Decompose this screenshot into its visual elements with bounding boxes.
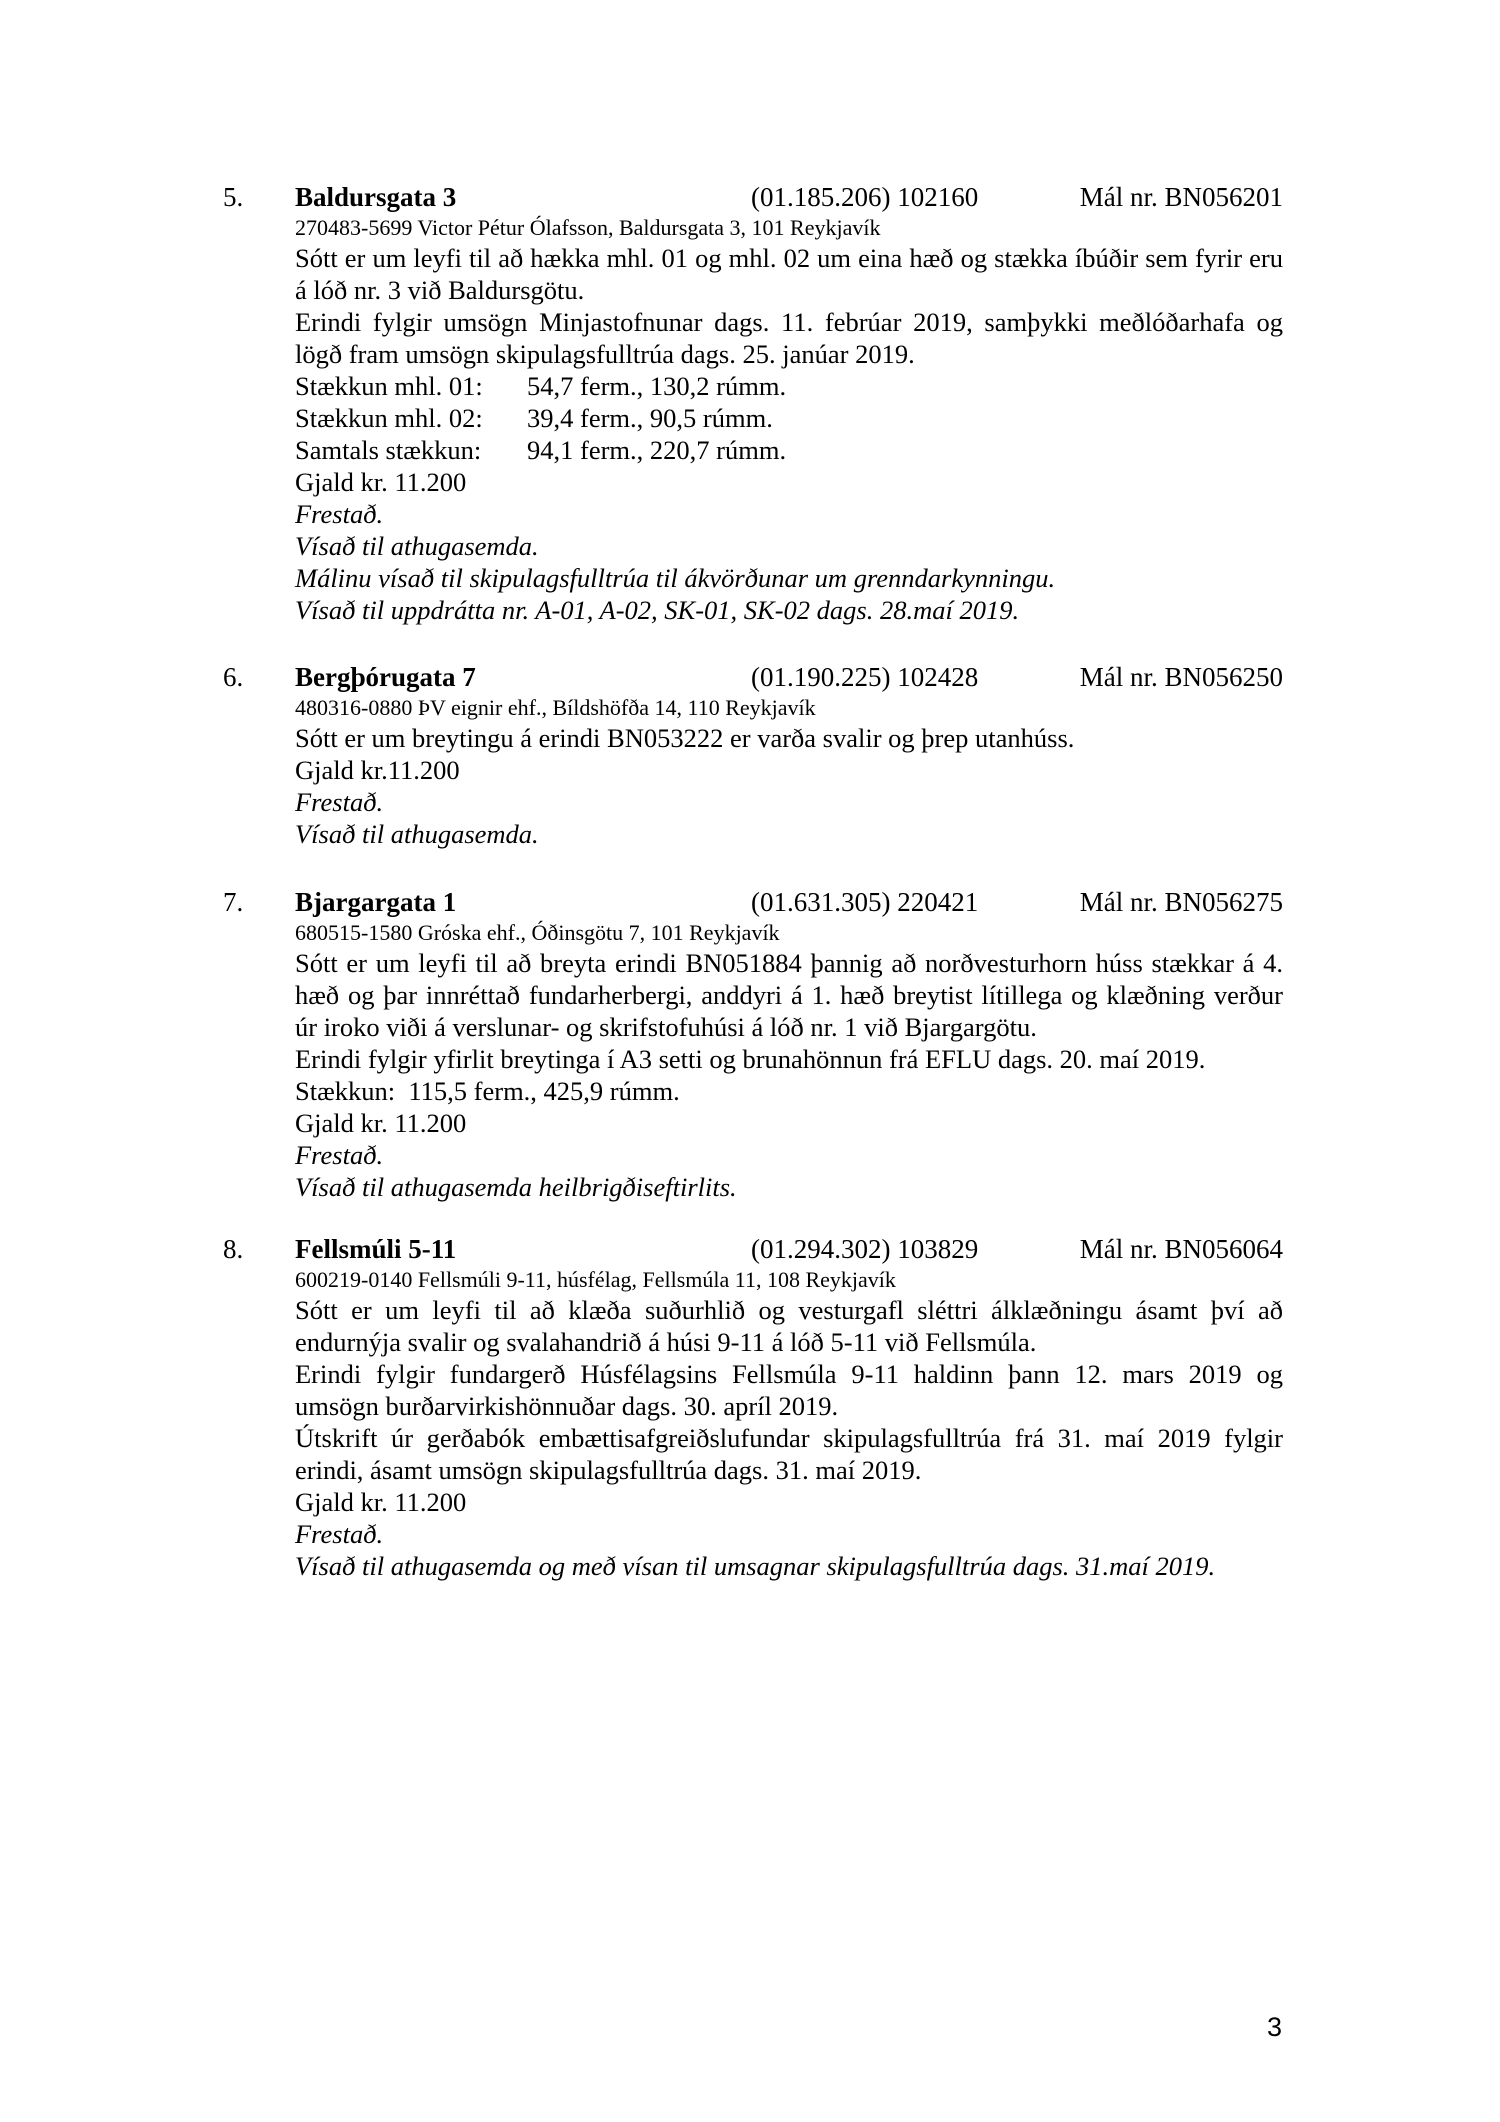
- case-decision: Frestað.: [295, 1140, 384, 1170]
- case-applicant: 480316-0880 ÞV eignir ehf., Bíldshöfða 14, 110 Reykjavík: [295, 695, 816, 720]
- measure-label: Samtals stækkun:: [295, 435, 482, 465]
- case-file-number: Mál nr. BN056275: [1079, 887, 1283, 917]
- case-title: Baldursgata 3: [295, 182, 457, 212]
- case-fee: Gjald kr. 11.200: [295, 467, 467, 497]
- case-file-number: Mál nr. BN056250: [1079, 662, 1283, 692]
- case-decision: Vísað til athugasemda og með vísan til umsagnar skipulagsfulltrúa dags. 31.maí 2019.: [295, 1551, 1216, 1581]
- case-decision: Vísað til athugasemda heilbrigðiseftirlits.: [295, 1172, 737, 1202]
- case-item: [223, 885, 1283, 1203]
- case-header: [223, 180, 1283, 214]
- case-body: [295, 1266, 1283, 1582]
- case-item: [223, 180, 1283, 626]
- measure-value: 39,4 ferm., 90,5 rúmm.: [527, 403, 773, 433]
- case-item: [223, 1232, 1283, 1582]
- case-title: Bergþórugata 7: [295, 662, 476, 692]
- case-paragraph: Útskrift úr gerðabók embættisafgreiðslufundar skipulagsfulltrúa frá 31. maí 2019 fylgir erindi, ásamt umsögn skipulagsfulltrúa dags. 31. maí 2019.: [295, 1423, 1283, 1485]
- case-decision: Frestað.: [295, 1519, 384, 1549]
- case-paragraph: Erindi fylgir yfirlit breytinga í A3 setti og brunahönnun frá EFLU dags. 20. maí 2019.: [295, 1044, 1206, 1074]
- case-file-number: Mál nr. BN056201: [1079, 182, 1283, 212]
- case-paragraph: Sótt er um leyfi til að hækka mhl. 01 og mhl. 02 um eina hæð og stækka íbúðir sem fyrir eru á lóð nr. 3 við Baldursgötu.: [295, 243, 1283, 305]
- case-item: [223, 660, 1283, 850]
- case-decision: Vísað til athugasemda.: [295, 531, 539, 561]
- case-decision: Vísað til uppdrátta nr. A-01, A-02, SK-01, SK-02 dags. 28.maí 2019.: [295, 595, 1020, 625]
- case-reference: (01.190.225) 102428: [751, 662, 979, 692]
- case-number: 5.: [223, 182, 244, 212]
- case-header: [223, 885, 1283, 919]
- measure-value: 115,5 ferm., 425,9 rúmm.: [408, 1076, 680, 1106]
- case-number: 8.: [223, 1234, 244, 1264]
- case-applicant: 600219-0140 Fellsmúli 9-11, húsfélag, Fellsmúla 11, 108 Reykjavík: [295, 1267, 896, 1292]
- case-body: [295, 919, 1283, 1203]
- case-measure: [295, 370, 1283, 402]
- case-number: 6.: [223, 662, 244, 692]
- case-reference: (01.294.302) 103829: [751, 1234, 979, 1264]
- measure-value: 94,1 ferm., 220,7 rúmm.: [527, 435, 787, 465]
- case-reference: (01.631.305) 220421: [751, 887, 979, 917]
- case-body: [295, 214, 1283, 626]
- measure-label: Stækkun mhl. 02:: [295, 403, 483, 433]
- case-paragraph: Sótt er um breytingu á erindi BN053222 er varða svalir og þrep utanhúss.: [295, 723, 1075, 753]
- case-paragraph: Sótt er um leyfi til að klæða suðurhlið og vesturgafl sléttri álklæðningu ásamt því að endurnýja svalir og svalahandrið á húsi 9-11 á lóð 5-11 við Fellsmúla.: [295, 1295, 1283, 1357]
- case-reference: (01.185.206) 102160: [751, 182, 979, 212]
- case-header: [223, 1232, 1283, 1266]
- case-measure: [295, 1075, 1283, 1107]
- case-number: 7.: [223, 887, 244, 917]
- case-fee: Gjald kr.11.200: [295, 755, 460, 785]
- case-fee: Gjald kr. 11.200: [295, 1108, 467, 1138]
- case-paragraph: Erindi fylgir fundargerð Húsfélagsins Fellsmúla 9-11 haldinn þann 12. mars 2019 og umsögn burðarvirkishönnuðar dags. 30. apríl 2019.: [295, 1359, 1283, 1421]
- measure-label: Stækkun mhl. 01:: [295, 371, 483, 401]
- case-file-number: Mál nr. BN056064: [1079, 1234, 1283, 1264]
- page-number: 3: [1266, 2012, 1282, 2042]
- case-applicant: 680515-1580 Gróska ehf., Óðinsgötu 7, 101 Reykjavík: [295, 920, 780, 945]
- case-body: [295, 694, 1283, 850]
- case-decision: Málinu vísað til skipulagsfulltrúa til ákvörðunar um grenndarkynningu.: [295, 563, 1056, 593]
- case-measure: [295, 434, 1283, 466]
- measure-value: 54,7 ferm., 130,2 rúmm.: [527, 371, 787, 401]
- case-title: Fellsmúli 5-11: [295, 1234, 457, 1264]
- case-header: [223, 660, 1283, 694]
- case-paragraph: Erindi fylgir umsögn Minjastofnunar dags. 11. febrúar 2019, samþykki meðlóðarhafa og lögð fram umsögn skipulagsfulltrúa dags. 25. janúar 2019.: [295, 307, 1283, 369]
- case-applicant: 270483-5699 Victor Pétur Ólafsson, Baldursgata 3, 101 Reykjavík: [295, 215, 881, 240]
- case-paragraph: Sótt er um leyfi til að breyta erindi BN051884 þannig að norðvesturhorn húss stækkar á 4. hæð og þar innréttað fundarherbergi, anddyri á 1. hæð breytist lítillega og klæðning verður úr iroko viði á verslunar- og skrifstofuhúsi á lóð nr. 1 við Bjargargötu.: [295, 948, 1283, 1042]
- case-fee: Gjald kr. 11.200: [295, 1487, 467, 1517]
- case-measure: [295, 402, 1283, 434]
- case-title: Bjargargata 1: [295, 887, 457, 917]
- case-decision: Frestað.: [295, 787, 384, 817]
- case-decision: Frestað.: [295, 499, 384, 529]
- measure-label: Stækkun:: [295, 1076, 396, 1106]
- case-decision: Vísað til athugasemda.: [295, 819, 539, 849]
